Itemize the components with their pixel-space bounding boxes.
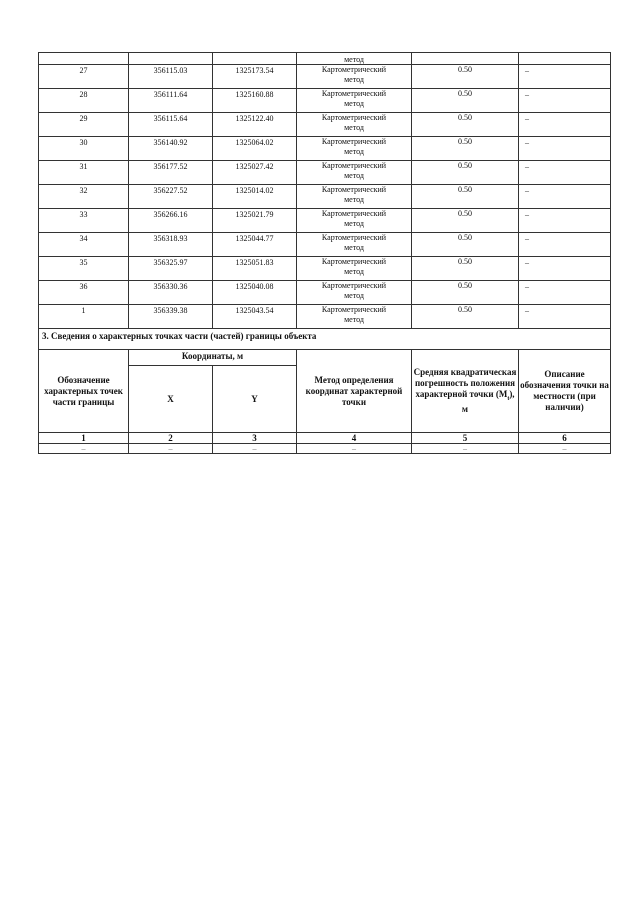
cell-error: 0.50	[412, 305, 519, 329]
cell-method-line1: Картометрический	[321, 65, 387, 74]
cell-point-number: 35	[39, 257, 129, 281]
cell-point-number: 27	[39, 65, 129, 89]
cell-error: 0.50	[412, 89, 519, 113]
cell-method	[297, 209, 412, 233]
cell-empty	[39, 53, 129, 65]
cell-x: 356339.38	[129, 305, 213, 329]
empty-cell: –	[297, 444, 412, 454]
table-row	[39, 281, 611, 305]
empty-cell: –	[39, 444, 129, 454]
cell-method-line1: Картометрический	[321, 161, 387, 170]
cell-description: –	[519, 257, 611, 281]
cell-method-line2: метод	[344, 170, 364, 180]
cell-method	[297, 185, 412, 209]
table-row-partial	[39, 53, 611, 65]
cell-method-tail: метод	[297, 53, 412, 65]
cell-error: 0.50	[412, 233, 519, 257]
cell-method-line2: метод	[344, 122, 364, 132]
table-row	[39, 185, 611, 209]
cell-method	[297, 161, 412, 185]
cell-y: 1325160.88	[213, 89, 297, 113]
cell-error: 0.50	[412, 113, 519, 137]
cell-empty	[213, 53, 297, 65]
cell-point-number: 34	[39, 233, 129, 257]
cell-error: 0.50	[412, 185, 519, 209]
cell-method-line2: метод	[344, 194, 364, 204]
cell-y: 1325040.08	[213, 281, 297, 305]
table-row	[39, 89, 611, 113]
header-method: Метод определения координат характерной точки	[297, 350, 412, 433]
cell-method-line1: Картометрический	[321, 209, 387, 218]
empty-cell: –	[519, 444, 611, 454]
column-number: 1	[39, 433, 129, 444]
empty-cell: –	[412, 444, 519, 454]
cell-y: 1325122.40	[213, 113, 297, 137]
cell-description: –	[519, 137, 611, 161]
table-row	[39, 233, 611, 257]
cell-point-number: 28	[39, 89, 129, 113]
header-error-main: Средняя квадратическая погрешность положения характерной точки (M	[413, 366, 517, 399]
cell-empty	[519, 53, 611, 65]
cell-point-number: 1	[39, 305, 129, 329]
cell-method	[297, 257, 412, 281]
header-error-unit: ), м	[461, 388, 515, 415]
cell-error: 0.50	[412, 161, 519, 185]
cell-method	[297, 137, 412, 161]
cell-method-line1: Картометрический	[321, 305, 387, 314]
cell-point-number: 33	[39, 209, 129, 233]
cell-y: 1325051.83	[213, 257, 297, 281]
cell-method-line1: Картометрический	[321, 113, 387, 122]
cell-method-line1: Картометрический	[321, 233, 387, 242]
cell-x: 356177.52	[129, 161, 213, 185]
cell-description: –	[519, 305, 611, 329]
cell-method-line1: Картометрический	[321, 137, 387, 146]
cell-x: 356330.36	[129, 281, 213, 305]
cell-description: –	[519, 65, 611, 89]
column-numbers-row	[39, 433, 611, 444]
cell-method	[297, 89, 412, 113]
table-row	[39, 65, 611, 89]
section3-table-body	[39, 329, 611, 454]
empty-data-row	[39, 444, 611, 454]
cell-method	[297, 305, 412, 329]
cell-method	[297, 281, 412, 305]
cell-point-number: 32	[39, 185, 129, 209]
cell-method-line2: метод	[344, 242, 364, 252]
cell-empty	[412, 53, 519, 65]
cell-x: 356325.97	[129, 257, 213, 281]
section3-title: 3. Сведения о характерных точках части (частей) границы объекта	[39, 329, 611, 350]
table-row	[39, 257, 611, 281]
cell-point-number: 31	[39, 161, 129, 185]
cell-description: –	[519, 281, 611, 305]
coordinates-table-body	[39, 53, 611, 329]
column-number: 5	[412, 433, 519, 444]
cell-point-number: 30	[39, 137, 129, 161]
table-row	[39, 161, 611, 185]
cell-method-line2: метод	[344, 74, 364, 84]
header-description: Описание обозначения точки на местности (при наличии)	[519, 350, 611, 433]
cell-empty	[129, 53, 213, 65]
cell-error: 0.50	[412, 137, 519, 161]
cell-method-line1: Картометрический	[321, 185, 387, 194]
cell-x: 356266.16	[129, 209, 213, 233]
cell-description: –	[519, 185, 611, 209]
cell-method-line2: метод	[344, 290, 364, 300]
cell-description: –	[519, 113, 611, 137]
cell-x: 356227.52	[129, 185, 213, 209]
empty-cell: –	[213, 444, 297, 454]
empty-cell: –	[129, 444, 213, 454]
coordinates-table	[38, 52, 611, 454]
table-row	[39, 209, 611, 233]
header-coordinates: Координаты, м	[129, 350, 297, 366]
table-row	[39, 305, 611, 329]
header-error	[412, 350, 519, 433]
cell-description: –	[519, 89, 611, 113]
section3-title-row	[39, 329, 611, 350]
cell-method-line1: Картометрический	[321, 89, 387, 98]
header-x: X	[129, 366, 213, 433]
column-number: 6	[519, 433, 611, 444]
column-number: 4	[297, 433, 412, 444]
header-y: Y	[213, 366, 297, 433]
header-row-1	[39, 350, 611, 366]
cell-y: 1325173.54	[213, 65, 297, 89]
cell-method	[297, 65, 412, 89]
cell-x: 356115.64	[129, 113, 213, 137]
cell-y: 1325043.54	[213, 305, 297, 329]
cell-description: –	[519, 161, 611, 185]
cell-method-line2: метод	[344, 146, 364, 156]
cell-point-number: 29	[39, 113, 129, 137]
cell-x: 356318.93	[129, 233, 213, 257]
cell-description: –	[519, 209, 611, 233]
header-error-sub: t	[507, 395, 510, 402]
cell-y: 1325021.79	[213, 209, 297, 233]
cell-method-line1: Картометрический	[321, 257, 387, 266]
cell-method	[297, 113, 412, 137]
cell-method-line1: Картометрический	[321, 281, 387, 290]
cell-error: 0.50	[412, 281, 519, 305]
cell-method	[297, 233, 412, 257]
cell-point-number: 36	[39, 281, 129, 305]
column-number: 2	[129, 433, 213, 444]
cell-x: 356115.03	[129, 65, 213, 89]
cell-description: –	[519, 233, 611, 257]
table-row	[39, 137, 611, 161]
cell-error: 0.50	[412, 65, 519, 89]
table-row	[39, 113, 611, 137]
cell-method-line2: метод	[344, 218, 364, 228]
cell-method-line2: метод	[344, 98, 364, 108]
cell-method-line2: метод	[344, 314, 364, 324]
cell-x: 356140.92	[129, 137, 213, 161]
cell-x: 356111.64	[129, 89, 213, 113]
cell-y: 1325044.77	[213, 233, 297, 257]
cell-error: 0.50	[412, 257, 519, 281]
column-number: 3	[213, 433, 297, 444]
cell-method-line2: метод	[344, 266, 364, 276]
cell-y: 1325027.42	[213, 161, 297, 185]
cell-y: 1325064.02	[213, 137, 297, 161]
cell-y: 1325014.02	[213, 185, 297, 209]
cell-error: 0.50	[412, 209, 519, 233]
header-designation: Обозначение характерных точек части границы	[39, 350, 129, 433]
